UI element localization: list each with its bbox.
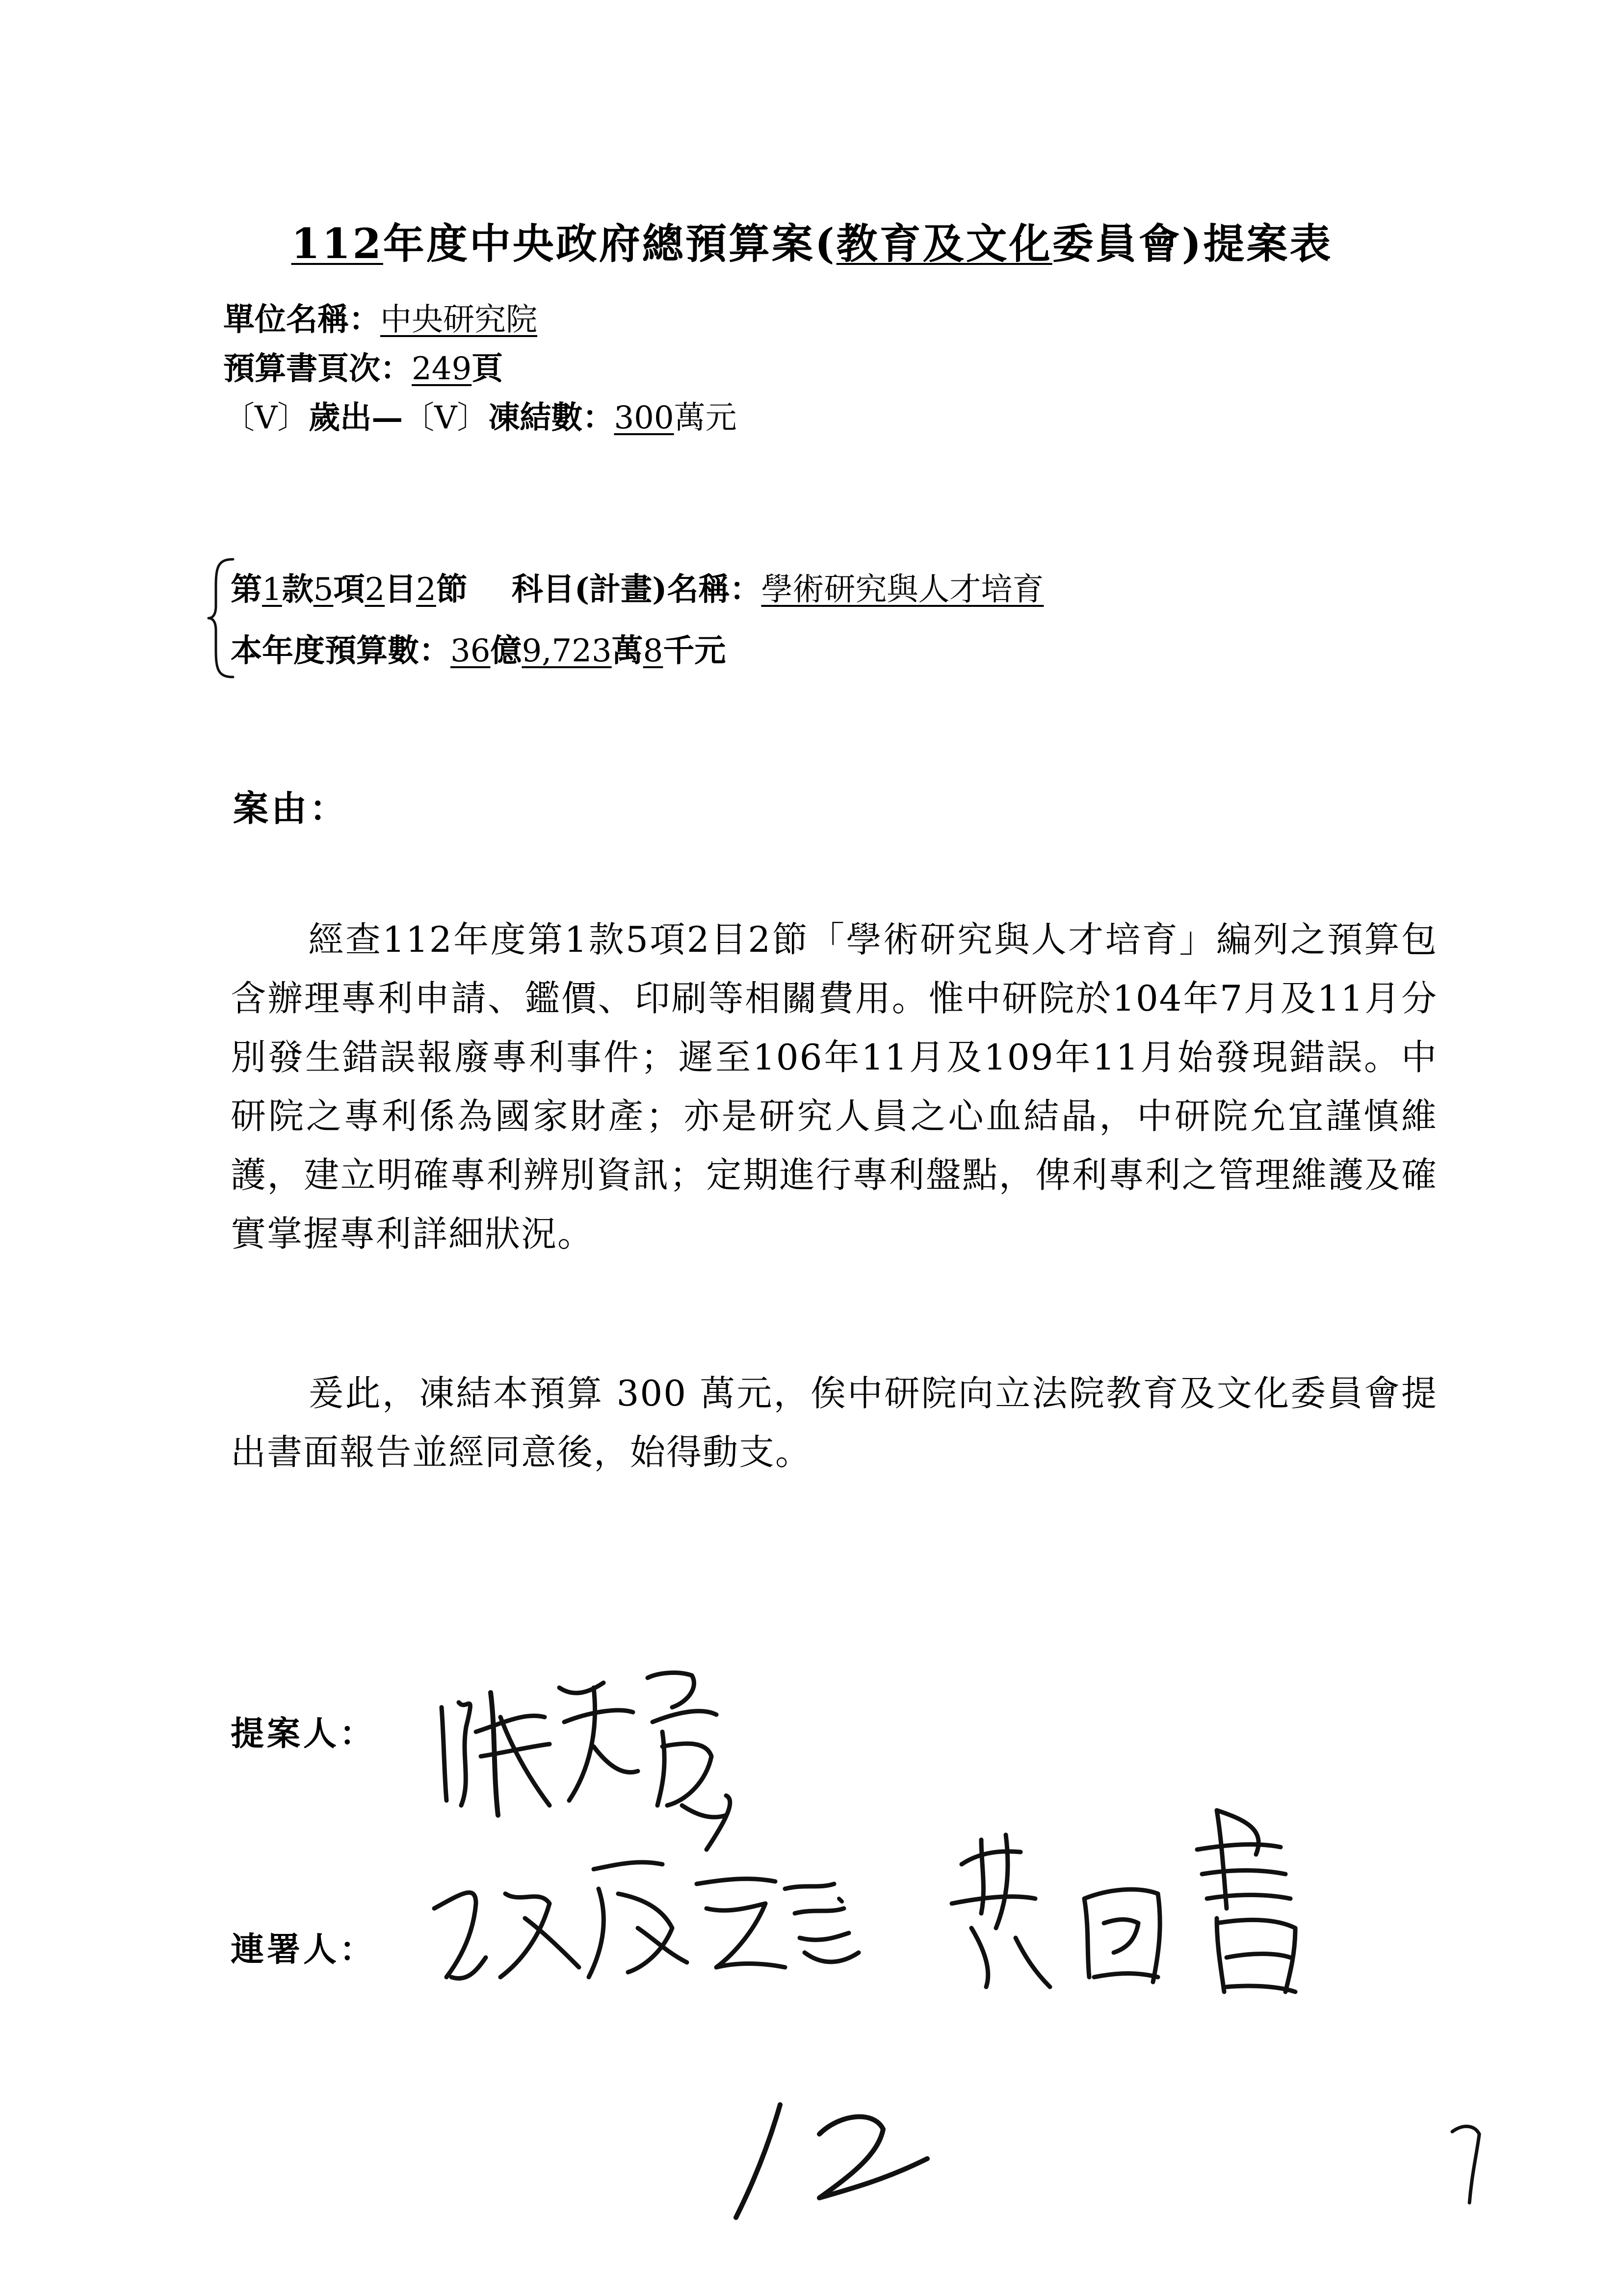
proposer-label: 提案人： bbox=[231, 1714, 376, 1753]
unit-name-line bbox=[223, 301, 537, 338]
subject-label: 科目(計畫)名稱： bbox=[511, 571, 761, 608]
form-title bbox=[0, 211, 1624, 270]
item-jie: 2 bbox=[416, 572, 436, 608]
item-mu-label: 目 bbox=[385, 571, 417, 608]
subject-value: 學術研究與人才培育 bbox=[761, 572, 1044, 608]
title-committee: 教育及文化 bbox=[836, 219, 1052, 268]
budget-wan: 9,723 bbox=[522, 633, 612, 669]
expense-label: 歲出— bbox=[309, 399, 403, 436]
freeze-line bbox=[223, 399, 737, 436]
budget-yi-label: 億 bbox=[490, 632, 522, 669]
title-suffix: 委員會)提案表 bbox=[1052, 219, 1333, 268]
cosigner-signature-2 bbox=[942, 1791, 1344, 2002]
budget-qian: 8 bbox=[643, 633, 663, 669]
budget-page-line bbox=[223, 350, 503, 387]
title-year: 112 bbox=[291, 219, 383, 268]
budget-qian-label: 千元 bbox=[663, 632, 726, 669]
item-xiang-label: 項 bbox=[333, 571, 365, 608]
item-kuan: 1 bbox=[262, 572, 282, 608]
item-jie-label: 節 bbox=[436, 571, 468, 608]
item-kuan-label: 款 bbox=[282, 571, 314, 608]
item-di: 第 bbox=[231, 571, 262, 608]
budget-label: 本年度預算數： bbox=[231, 632, 450, 669]
unit-value: 中央研究院 bbox=[380, 302, 537, 338]
page-label: 預算書頁次： bbox=[223, 350, 412, 387]
budget-yi: 36 bbox=[450, 633, 491, 669]
freeze-label: 凍結數： bbox=[488, 399, 614, 436]
corner-mark bbox=[1447, 2119, 1487, 2208]
budget-amount-line bbox=[231, 626, 726, 671]
cosigner-label: 連署人： bbox=[231, 1930, 376, 1969]
reason-paragraph-1: 經查112年度第1款5項2目2節「學術研究與人才培育」編列之預算包含辦理專利申請、鑑價、印刷等相關費用。惟中研院於104年7月及11月分別發生錯誤報廢專利事件；遲至106年11月及109年11月始發現錯誤。中研院之專利係為國家財產；亦是研究人員之心血結晶，中研院允宜謹慎維護，建立明確專利辨別資訊；定期進行專利盤點，俾利專利之管理維護及確實掌握專利詳細狀況。 bbox=[231, 919, 1438, 1255]
title-prefix: 年度中央政府總預算案( bbox=[383, 219, 837, 268]
page-value: 249 bbox=[412, 351, 472, 387]
freeze-value: 300 bbox=[614, 400, 674, 436]
unit-label: 單位名稱： bbox=[223, 301, 380, 338]
reason-label: 案由： bbox=[233, 787, 348, 829]
page-number-handwritten bbox=[726, 2095, 937, 2222]
reason-paragraph-2: 爰此，凍結本預算 300 萬元，俟中研院向立法院教育及文化委員會提出書面報告並經同意後，始得動支。 bbox=[231, 1373, 1438, 1473]
item-mu: 2 bbox=[365, 572, 385, 608]
budget-item-line bbox=[231, 564, 1044, 609]
item-xiang: 5 bbox=[313, 572, 334, 608]
expense-checkbox: 〔V〕 bbox=[223, 400, 309, 436]
page-unit: 頁 bbox=[471, 350, 503, 387]
budget-wan-label: 萬 bbox=[611, 632, 643, 669]
freeze-checkbox: 〔V〕 bbox=[403, 400, 489, 436]
freeze-unit: 萬元 bbox=[674, 400, 737, 436]
cosigner-signature-1 bbox=[432, 1791, 873, 1997]
